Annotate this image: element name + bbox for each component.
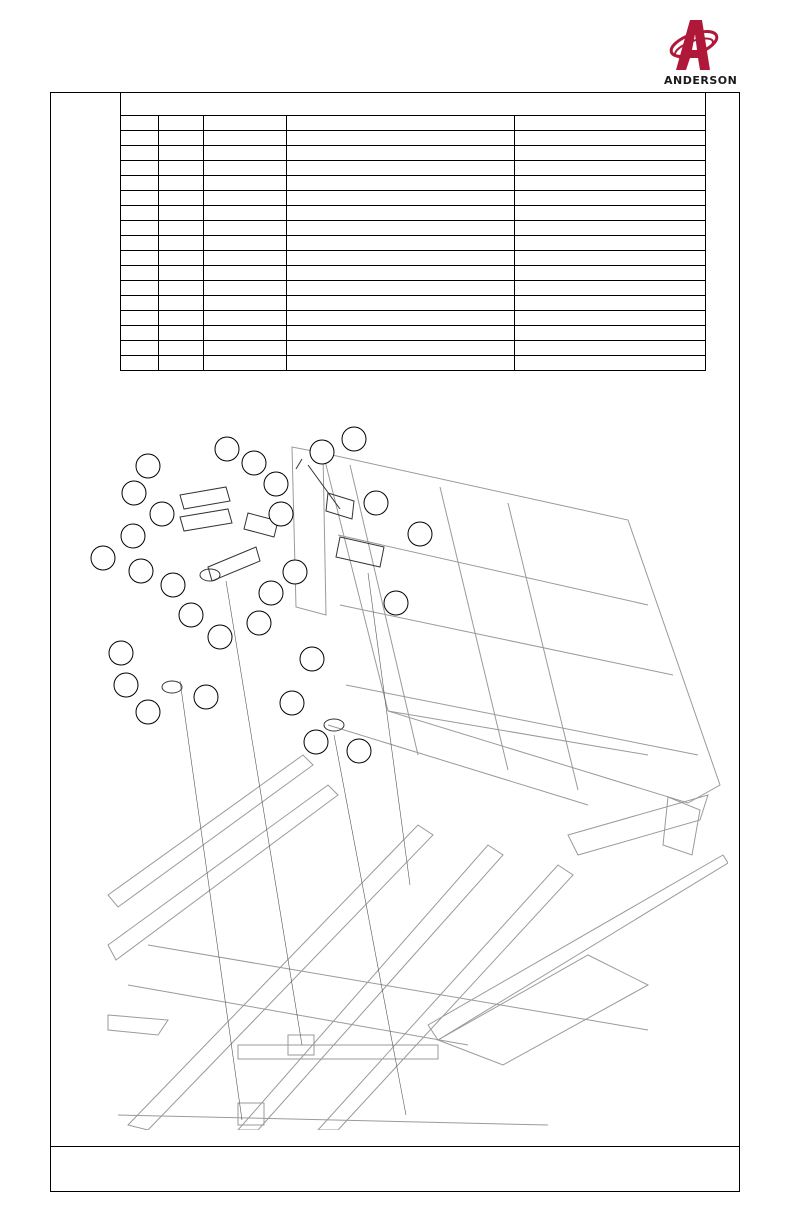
table-cell <box>121 221 159 236</box>
table-cell <box>121 191 159 206</box>
table-cell <box>121 131 159 146</box>
table-cell <box>159 356 204 371</box>
callout-balloon <box>150 502 174 526</box>
table-cell <box>287 326 515 341</box>
callout-balloon <box>136 454 160 478</box>
callout-balloon <box>215 437 239 461</box>
table-cell <box>121 266 159 281</box>
assembly-leader-lines <box>180 573 410 1120</box>
table-row <box>121 146 706 161</box>
table-cell <box>515 311 706 326</box>
callout-balloon <box>304 730 328 754</box>
table-row <box>121 311 706 326</box>
table-cell <box>287 116 515 131</box>
table-cell <box>204 161 287 176</box>
table-cell <box>515 251 706 266</box>
callout-balloon <box>259 581 283 605</box>
callout-balloon <box>194 685 218 709</box>
callout-balloon <box>342 427 366 451</box>
table-row <box>121 326 706 341</box>
table-row <box>121 251 706 266</box>
table-cell <box>204 191 287 206</box>
table-cell <box>287 311 515 326</box>
callout-balloon <box>122 481 146 505</box>
callout-balloon <box>310 440 334 464</box>
table-cell <box>121 206 159 221</box>
table-cell <box>204 326 287 341</box>
table-row <box>121 221 706 236</box>
table-cell <box>515 146 706 161</box>
table-cell <box>515 221 706 236</box>
table-cell <box>204 206 287 221</box>
table-cell <box>121 296 159 311</box>
table-cell <box>204 356 287 371</box>
table-cell <box>159 326 204 341</box>
callout-balloon <box>264 472 288 496</box>
callout-balloon <box>269 502 293 526</box>
table-cell <box>515 356 706 371</box>
callout-balloon <box>136 700 160 724</box>
table-cell <box>159 161 204 176</box>
table-cell <box>159 206 204 221</box>
table-cell <box>204 311 287 326</box>
table-cell <box>204 281 287 296</box>
table-cell <box>159 281 204 296</box>
table-row <box>121 176 706 191</box>
trailer-frame <box>108 447 728 1130</box>
table-cell <box>204 221 287 236</box>
table-row <box>121 206 706 221</box>
table-cell <box>515 116 706 131</box>
callout-balloon <box>161 573 185 597</box>
exploded-assembly-drawing <box>88 425 728 1130</box>
table-cell <box>515 341 706 356</box>
table-cell <box>121 281 159 296</box>
table-cell <box>287 356 515 371</box>
table-row <box>121 191 706 206</box>
table-cell <box>287 221 515 236</box>
callout-balloon <box>408 522 432 546</box>
table-row <box>121 236 706 251</box>
table-cell <box>204 251 287 266</box>
table-cell <box>204 296 287 311</box>
callout-balloon <box>364 491 388 515</box>
table-cell <box>159 191 204 206</box>
callout-balloon <box>283 560 307 584</box>
table-cell <box>159 221 204 236</box>
table-cell <box>121 356 159 371</box>
table-cell <box>515 191 706 206</box>
table-cell <box>159 341 204 356</box>
table-cell <box>121 251 159 266</box>
parts-table <box>120 92 706 371</box>
callout-balloon <box>91 546 115 570</box>
callout-balloon <box>208 625 232 649</box>
table-row <box>121 116 706 131</box>
callout-balloon <box>179 603 203 627</box>
table-row <box>121 341 706 356</box>
table-cell <box>515 161 706 176</box>
table-cell <box>287 146 515 161</box>
table-cell <box>159 266 204 281</box>
table-cell <box>515 281 706 296</box>
table-cell <box>204 146 287 161</box>
callout-balloon <box>300 647 324 671</box>
table-cell <box>287 236 515 251</box>
callout-balloon <box>109 641 133 665</box>
brand-name: ANDERSON <box>664 74 738 87</box>
footer-divider <box>50 1146 740 1147</box>
callout-balloon <box>242 451 266 475</box>
callout-balloon <box>114 673 138 697</box>
table-cell <box>159 311 204 326</box>
table-cell <box>204 92 287 116</box>
table-cell <box>121 116 159 131</box>
table-cell <box>287 296 515 311</box>
anderson-logo-mark-icon <box>660 18 730 78</box>
table-cell <box>287 206 515 221</box>
table-cell <box>204 176 287 191</box>
table-cell <box>515 326 706 341</box>
callout-balloon <box>129 559 153 583</box>
table-cell <box>287 131 515 146</box>
table-cell <box>121 311 159 326</box>
callout-balloon <box>247 611 271 635</box>
table-cell <box>287 161 515 176</box>
table-cell <box>515 236 706 251</box>
callout-balloon <box>384 591 408 615</box>
table-cell <box>287 266 515 281</box>
table-cell <box>204 236 287 251</box>
table-cell <box>159 236 204 251</box>
table-cell <box>159 92 204 116</box>
callout-balloon <box>280 691 304 715</box>
table-row <box>121 131 706 146</box>
table-cell <box>204 131 287 146</box>
table-cell <box>121 176 159 191</box>
table-cell <box>515 266 706 281</box>
table-cell <box>515 131 706 146</box>
table-row <box>121 266 706 281</box>
table-cell <box>287 176 515 191</box>
table-cell <box>287 191 515 206</box>
table-cell <box>515 206 706 221</box>
table-cell <box>287 251 515 266</box>
table-row <box>121 356 706 371</box>
table-cell <box>515 296 706 311</box>
table-cell <box>204 341 287 356</box>
table-cell <box>159 131 204 146</box>
table-cell <box>159 146 204 161</box>
table-cell <box>121 146 159 161</box>
table-cell <box>121 236 159 251</box>
table-cell <box>204 116 287 131</box>
callout-balloon <box>121 524 145 548</box>
table-cell <box>159 176 204 191</box>
table-cell <box>515 92 706 116</box>
table-cell <box>121 92 159 116</box>
table-row <box>121 281 706 296</box>
table-cell <box>159 251 204 266</box>
table-row <box>121 296 706 311</box>
table-cell <box>121 326 159 341</box>
table-cell <box>121 341 159 356</box>
table-cell <box>515 176 706 191</box>
table-row <box>121 92 706 116</box>
table-row <box>121 161 706 176</box>
table-cell <box>159 116 204 131</box>
table-cell <box>204 266 287 281</box>
callout-balloon <box>347 739 371 763</box>
table-cell <box>287 281 515 296</box>
table-cell <box>287 341 515 356</box>
table-cell <box>121 161 159 176</box>
table-cell <box>287 92 515 116</box>
table-cell <box>159 296 204 311</box>
